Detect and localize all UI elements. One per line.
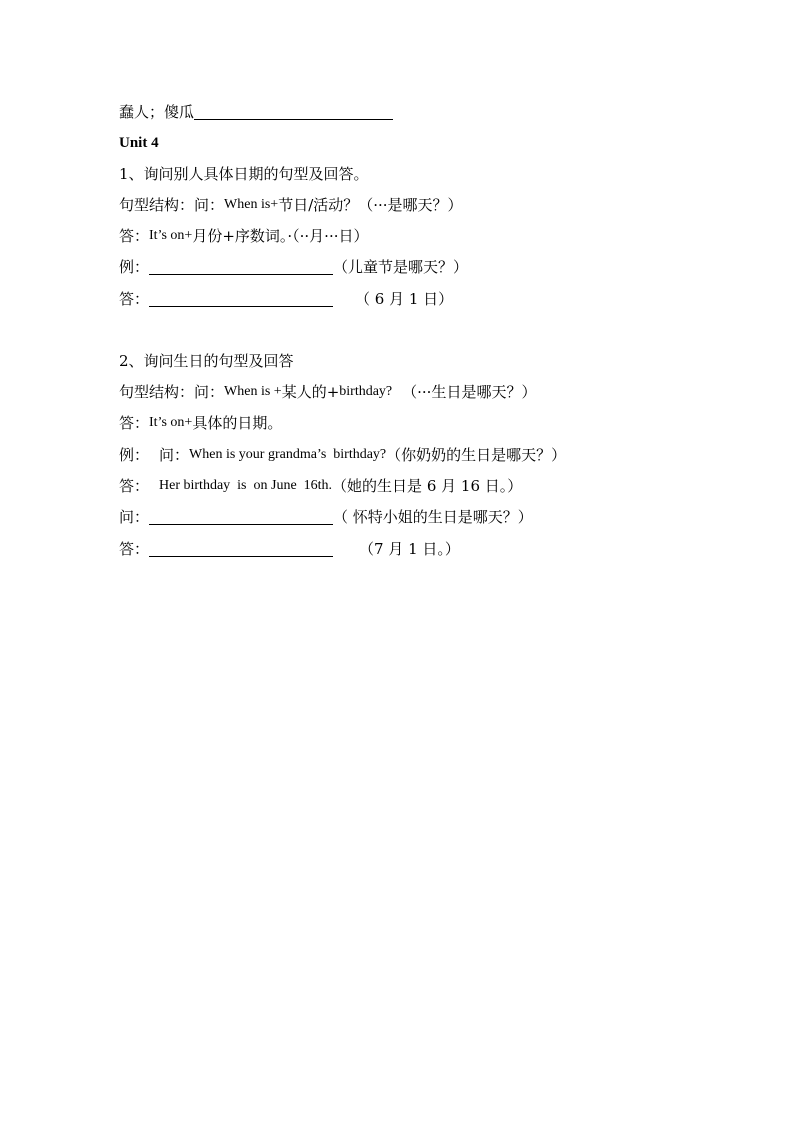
- section2-answer-blank[interactable]: [149, 541, 333, 557]
- section1-heading: 1、询问别人具体日期的句型及回答。: [119, 165, 369, 183]
- section2-structure-en: When is +: [224, 384, 282, 399]
- section2-example-question: [119, 445, 566, 465]
- section2-answer-prefix: 答：: [119, 414, 150, 432]
- section1-example: [119, 257, 468, 277]
- section2-a-hint: （7 月 1 日。）: [359, 540, 460, 558]
- section2-answer: [119, 539, 460, 559]
- section1-answer-en: It’s on+: [149, 228, 193, 243]
- section2-a-prefix: 答：: [119, 540, 150, 558]
- section2-answer-pattern: [119, 413, 282, 433]
- section1-answer-zh: 月份+序数词。·（··月···日）: [192, 227, 369, 245]
- section2-structure-prefix: 句型结构：问：: [119, 383, 225, 401]
- section1-answer2-hint: （ 6 月 1 日）: [355, 290, 454, 308]
- section1-example-prefix: 例：: [119, 258, 150, 276]
- section1-structure: [119, 195, 463, 215]
- section1-example-blank[interactable]: [149, 259, 333, 275]
- section2-q-prefix: 问：: [119, 508, 150, 526]
- section2-example-answer: [119, 476, 522, 496]
- vocab-answer-blank[interactable]: [194, 104, 393, 120]
- section2-example-q-en: When is your grandma’s birthday?: [189, 447, 387, 462]
- section2-example-q-zh: （你奶奶的生日是哪天？）: [386, 446, 567, 464]
- vocab-line: [119, 102, 393, 122]
- section1-example-hint: （儿童节是哪天？）: [333, 258, 469, 276]
- section2-structure: [119, 382, 536, 402]
- section1-structure-en: When is+: [224, 197, 279, 212]
- section1-answer2-prefix: 答：: [119, 290, 150, 308]
- unit-title: Unit 4: [119, 135, 159, 151]
- section1-answer-prefix: 答：: [119, 227, 150, 245]
- section1-answer2-blank[interactable]: [149, 291, 333, 307]
- section1-structure-zh: 节日/活动？（···是哪天？）: [278, 196, 463, 214]
- section2-example-a-en: Her birthday is on June 16th.: [159, 478, 333, 493]
- section2-structure-zh2: （···生日是哪天？）: [402, 383, 537, 401]
- section2-q-hint: （ 怀特小姐的生日是哪天？）: [333, 508, 533, 526]
- section2-question-blank[interactable]: [149, 509, 333, 525]
- section1-answer-pattern: [119, 226, 369, 246]
- section2-heading: 2、询问生日的句型及回答: [119, 352, 294, 370]
- section2-structure-zh1: 某人的+: [281, 383, 340, 401]
- section2-answer-zh: 具体的日期。: [192, 414, 283, 432]
- section2-example-q-label: 问：: [159, 446, 190, 464]
- section2-structure-en2: birthday?: [339, 384, 393, 399]
- section2-example-a-zh: （她的生日是 6 月 16 日。）: [332, 477, 523, 495]
- section2-example-prefix: 例：: [119, 446, 150, 464]
- section2-answer-en: It’s on+: [149, 415, 193, 430]
- section1-structure-prefix: 句型结构：问：: [119, 196, 225, 214]
- vocab-text: 蠢人；傻瓜: [119, 103, 195, 121]
- section2-question: [119, 507, 533, 527]
- section1-answer2: [119, 289, 453, 309]
- section2-example-a-prefix: 答：: [119, 477, 150, 495]
